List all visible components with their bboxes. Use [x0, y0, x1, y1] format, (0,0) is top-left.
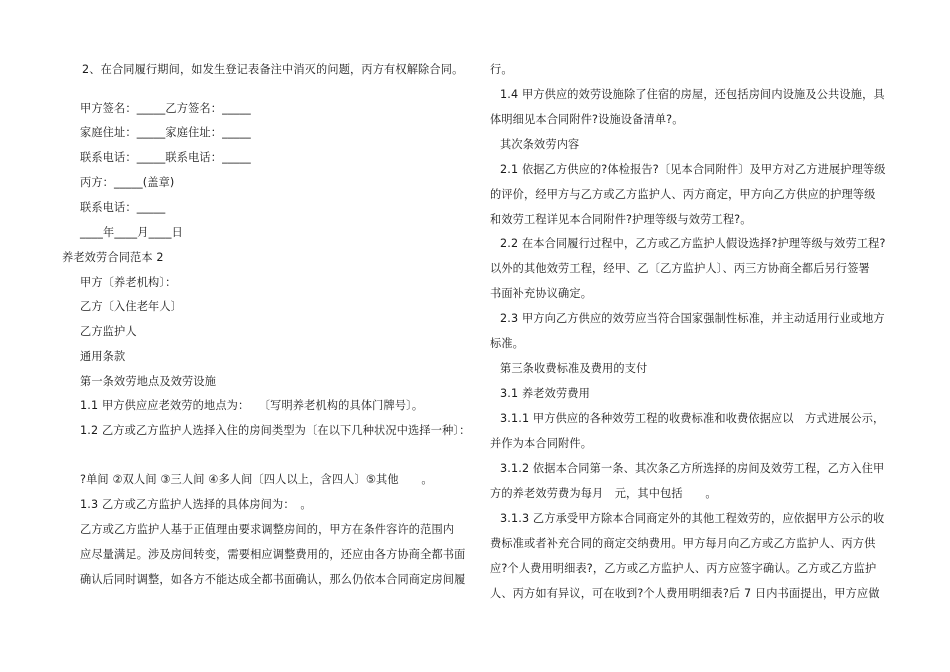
text-line: 1.1 甲方供应应老效劳的地点为： 〔写明养老机构的具体门牌号〕。 — [80, 399, 424, 412]
text-line: 乙方或乙方监护人基于正值理由要求调整房间的，甲方在条件容许的范围内 — [80, 523, 455, 536]
text-line: 乙方〔入住老年人〕 — [80, 300, 183, 313]
text-line: 人、丙方如有异议，可在收到?个人费用明细表?后 7 日内书面提出，甲方应做 — [490, 587, 880, 600]
text-line: 3.1.3 乙方承受甲方除本合同商定外的其他工程效劳的，应依据甲方公示的收 — [500, 512, 885, 525]
text-line: 第一条效劳地点及效劳设施 — [80, 375, 217, 388]
text-line: 1.3 乙方或乙方监护人选择的具体房间为： 。 — [80, 498, 312, 511]
text-line: 乙方监护人 — [80, 325, 137, 338]
text-line: 2.3 甲方向乙方供应的效劳应当符合国家强制性标准，并主动适用行业或地方 — [500, 312, 885, 325]
text-line: 应?个人费用明细表?，乙方或乙方监护人、丙方应签字确认。乙方或乙方监护 — [490, 562, 877, 575]
text-line: 的评价，经甲方与乙方或乙方监护人、丙方商定，甲方向乙方供应的护理等级 — [490, 188, 876, 201]
text-line: 和效劳工程详见本合同附件?护理等级与效劳工程?。 — [490, 213, 752, 226]
text-line: 甲方〔养老机构〕： — [80, 276, 177, 289]
text-line: 3.1.2 依据本合同第一条、其次条乙方所选择的房间及效劳工程，乙方入住甲 — [500, 462, 885, 475]
text-line: 体明细见本合同附件?设施设备清单?。 — [490, 113, 684, 126]
text-line: 甲方签名：_____乙方签名：_____ — [80, 102, 251, 115]
text-line: 丙方：_____(盖章) — [80, 176, 175, 189]
text-line: 费标准或者补充合同的商定交纳费用。甲方每月向乙方或乙方监护人、丙方供 — [490, 537, 876, 550]
text-line: 3.1 养老效劳费用 — [500, 387, 590, 400]
text-line: 并作为本合同附件。 — [490, 437, 593, 450]
text-line: 2、在合同履行期间，如发生登记表备注中消灭的问题，丙方有权解除合同。 — [82, 63, 464, 76]
text-line: 2.1 依据乙方供应的?体检报告?〔见本合同附件〕及甲方对乙方进展护理等级 — [500, 163, 886, 176]
text-line: 其次条效劳内容 — [500, 138, 580, 151]
text-line: 书面补充协议确定。 — [490, 287, 593, 300]
text-line: ?单间 ②双人间 ③三人间 ④多人间〔四人以上，含四人〕⑤其他 。 — [80, 473, 433, 486]
text-line: ____年____月____日 — [80, 226, 183, 239]
text-line: 第三条收费标准及费用的支付 — [500, 362, 648, 375]
text-line: 通用条款 — [80, 350, 126, 363]
text-line: 联系电话：_____联系电话：_____ — [80, 151, 251, 164]
text-line: 应尽量满足。涉及房间转变，需要相应调整费用的，还应由各方协商全都书面 — [80, 548, 466, 561]
text-line: 以外的其他效劳工程，经甲、乙〔乙方监护人〕、丙三方协商全都后另行签署 — [490, 262, 870, 275]
text-line: 确认后同时调整，如各方不能达成全都书面确认，那么仍依本合同商定房间履 — [80, 573, 466, 586]
text-line: 2.2 在本合同履行过程中，乙方或乙方监护人假设选择?护理等级与效劳工程? — [500, 237, 886, 250]
text-line: 方的养老效劳费为每月 元，其中包括 。 — [490, 487, 717, 500]
text-line: 家庭住址：_____家庭住址：_____ — [80, 126, 251, 139]
text-line: 1.4 甲方供应的效劳设施除了住宿的房屋，还包括房间内设施及公共设施，具 — [500, 88, 885, 101]
text-line: 3.1.1 甲方供应的各种效劳工程的收费标准和收费依据应以 方式进展公示， — [500, 412, 885, 425]
text-line: 行。 — [490, 63, 513, 76]
text-line: 联系电话：_____ — [80, 201, 166, 214]
text-line: 标准。 — [490, 337, 525, 350]
text-line: 养老效劳合同范本 2 — [62, 251, 164, 264]
text-line: 1.2 乙方或乙方监护人选择入住的房间类型为〔在以下几种状况中选择一种〕： — [80, 424, 471, 437]
